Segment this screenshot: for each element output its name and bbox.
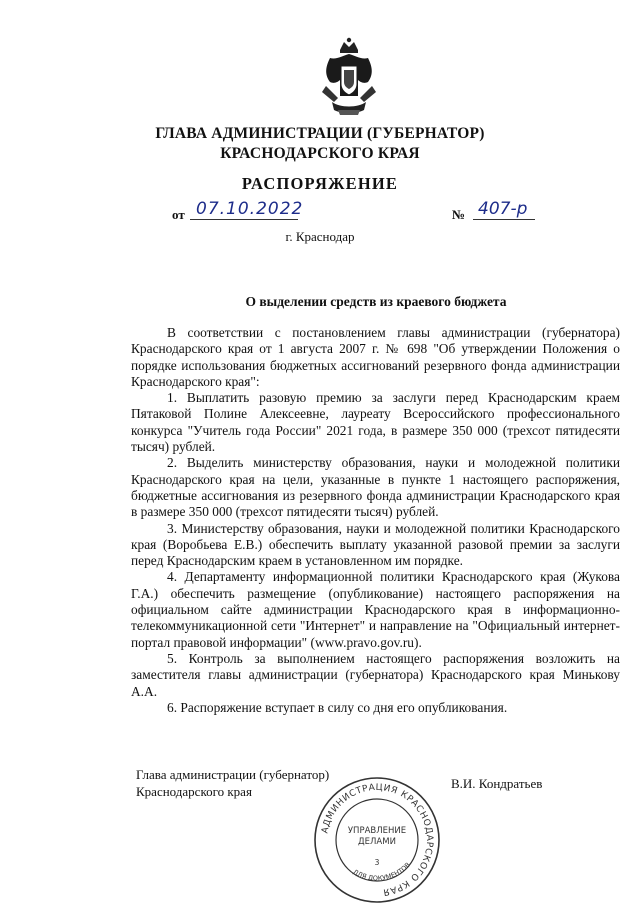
date-prefix: от xyxy=(172,207,185,222)
number-value: 407-р xyxy=(478,199,528,219)
city-label: г. Краснодар xyxy=(285,229,355,244)
paragraph-item-3: 3. Министерству образования, науки и молодежной политики Краснодарского края (Воробьева Е.В.) обеспечить выплату указанной разовой премии за заслуги перед Краснодарским краем в установленном им порядке. xyxy=(131,520,620,569)
authority-title-line2: КРАСНОДАРСКОГО КРАЯ xyxy=(220,145,420,162)
coat-of-arms-icon xyxy=(318,36,380,116)
paragraph-item-5: 5. Контроль за выполнением настоящего распоряжения возложить на заместителя главы администрации (губернатора) Краснодарского края Минькову А.А. xyxy=(131,650,620,699)
number-prefix: № xyxy=(452,207,466,222)
signatory-title-line2: Краснодарского края xyxy=(136,784,252,799)
signatory-title xyxy=(136,766,329,800)
document-type-title: РАСПОРЯЖЕНИЕ xyxy=(241,174,399,193)
paragraph-item-4: 4. Департаменту информационной политики Краснодарского края (Жукова Г.А.) обеспечить размещение (опубликование) настоящего распоряжения на официальном сайте администрации Краснодарского края в информационно-телекоммуникационной сети "Интернет" и направление на "Официальный интернет-портал правовой информации" (www.pravo.gov.ru). xyxy=(131,569,620,650)
stamp-bottom-text: ДЛЯ ДОКУМЕНТОВ xyxy=(351,860,412,883)
document-body xyxy=(131,325,620,716)
paragraph-preamble: В соответствии с постановлением главы администрации (губернатора) Краснодарского края от 1 августа 2007 г. № 698 "Об утверждении Положения о порядке использования бюджетных ассигнований резервного фонда администрации Краснодарского края": xyxy=(131,325,620,389)
signatory-title-line1: Глава администрации (губернатор) xyxy=(136,767,330,782)
signatory-name: В.И. Кондратьев xyxy=(451,776,543,791)
date-number-row xyxy=(0,199,640,229)
stamp-center-line1: УПРАВЛЕНИЕ xyxy=(347,826,407,836)
paragraph-item-1: 1. Выплатить разовую премию за заслуги перед Краснодарским краем Пятаковой Полине Алексеевне, лауреату Всероссийского профессионального конкурса "Учитель года России" 2021 года, в размере 350 000 (трехсот пятидесяти тысяч) рублей. xyxy=(131,390,620,455)
authority-title-line1: ГЛАВА АДМИНИСТРАЦИИ (ГУБЕРНАТОР) xyxy=(155,125,485,142)
stamp-number: 3 xyxy=(374,858,380,867)
svg-text:ДЛЯ ДОКУМЕНТОВ xyxy=(351,861,411,883)
official-stamp-icon xyxy=(312,775,442,905)
paragraph-item-2: 2. Выделить министерству образования, науки и молодежной политики Краснодарского края на цели, указанные в пункте 1 настоящего распоряжения, бюджетные ассигнования из резервного фонда администрации Краснодарского края в размере 350 000 (трехсот пятидесяти тысяч) рублей. xyxy=(131,455,620,520)
document-subject: О выделении средств из краевого бюджета xyxy=(245,294,507,309)
stamp-ring-text: АДМИНИСТРАЦИЯ КРАСНОДАРСКОГО КРАЯ xyxy=(320,782,435,897)
paragraph-item-6: 6. Распоряжение вступает в силу со дня его опубликования. xyxy=(167,699,508,715)
date-value: 07.10.2022 xyxy=(196,199,304,219)
number-underline xyxy=(473,219,535,220)
stamp-center-line2: ДЕЛАМИ xyxy=(358,837,396,847)
date-underline xyxy=(190,219,298,220)
